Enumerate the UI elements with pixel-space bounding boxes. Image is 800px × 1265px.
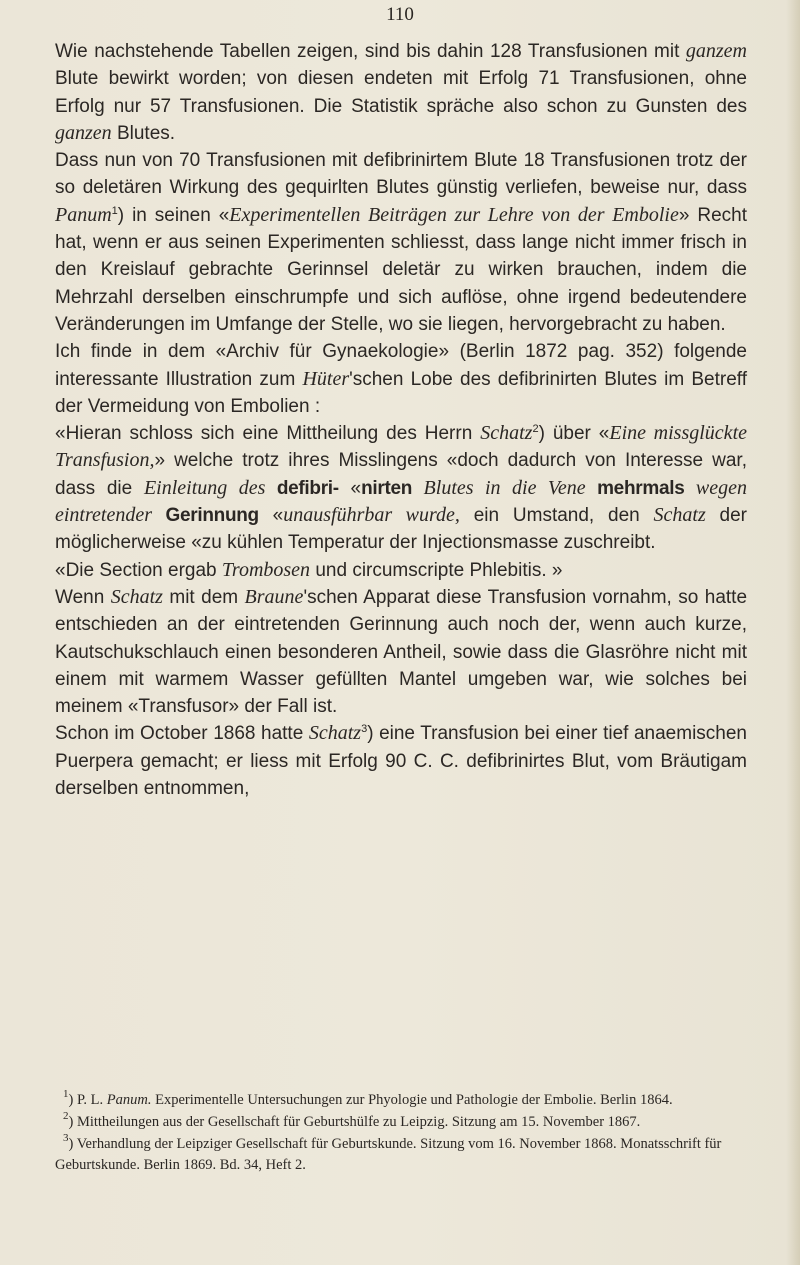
emphasis: Einleitung des (143, 476, 266, 499)
paragraph-2: Dass nun von 70 Transfusionen mit defibrinirtem Blute 18 Transfusionen trotz der so deletären Wirkung des gequirlten Blutes günstig verliefen, beweise nur, dass Panum$^1$) in seinen «Experimentellen Beiträgen zur Lehre von der Embolie» Recht hat, wenn er aus seinen Experimenten schliesst, dass lange nicht immer frisch in den Kreislauf gebrachte Gerinnsel deletär zu wirken brauchen, indem die Mehrzahl derselben einschrumpfe und sich auflöse, ohne irgend bedeutendere Veränderungen im Umfange der Stelle, wo sie liegen, hervorgebracht zu haben. (55, 150, 747, 335)
author-name: Schatz (110, 585, 163, 608)
emphasis: Eine missglückte Transfusion, (55, 422, 747, 472)
bold-text: mehrmals (585, 477, 685, 499)
page-number: 110 (386, 4, 414, 25)
footnote-number: 1 (63, 1088, 69, 1100)
emphasis: ganzen (55, 121, 112, 144)
paragraph-1: Wie nachstehende Tabellen zeigen, sind bis dahin 128 Transfusionen mit ganzem Blute bewirkt worden; von diesen endeten mit Erfolg 71 Transfusionen, ohne Erfolg nur 57 Transfusionen. Die Statistik spräche also schon zu Gunsten des ganzen Blutes. (55, 40, 747, 144)
emphasis: wegen eintretender (55, 476, 748, 527)
author-name: Panum (55, 203, 112, 226)
emphasis: ganzem (685, 40, 747, 62)
emphasis: unausführbar wurde, (283, 504, 460, 527)
footnote-3: $^3$) Verhandlung der Leipziger Gesellschaft für Geburtskunde. Sitzung vom 16. November 1868. Monatsschrift für Geburtskunde. Berlin 1869. Bd. 34, Heft 2. (55, 1132, 722, 1173)
paragraph-6: Wenn Schatz mit dem Braune'schen Apparat diese Transfusion vornahm, so hatte entschieden an der eintretenden Gerinnung auch noch der, wenn auch kurze, Kautschukschlauch einen besonderen Antheil, sowie dass die Glasröhre nicht mit einem mit warmem Wasser gefüllten Mantel umgeben war, wie solches bei meinem «Transfusor» der Fall ist. (55, 585, 748, 718)
emphasis: Trombosen (221, 558, 311, 581)
quote-paragraph: «Hieran schloss sich eine Mittheilung des Herrn Schatz$^2$) über «Eine missglückte Transfusion,» welche trotz ihres Misslingens «doch dadurch von Interesse war, dass die Einleitung des defibri- «nirten Blutes in die Vene mehrmals wegen eintretender Gerinnung «unausführbar wurde, ein Umstand, den Schatz der möglicherweise «zu kühlen Temperatur der Injectionsmasse zuschreibt. (55, 422, 748, 554)
footnote-number: 2 (63, 1110, 69, 1122)
footnotes (55, 1090, 747, 1177)
bold-text: defibri- (265, 477, 339, 499)
footnote-1: $^1$) P. L. Panum. Experimentelle Untersuchungen zur Phyologie und Pathologie der Embolie. Berlin 1864. (63, 1088, 673, 1108)
bold-text: nirten (361, 477, 413, 499)
author-name: Schatz (308, 722, 362, 745)
author-name: Schatz (480, 422, 533, 445)
work-title: Experimentellen Beiträgen zur Lehre von der Embolie (229, 203, 679, 226)
page-edge-shadow (786, 0, 800, 1265)
author-name: Schatz (653, 504, 706, 527)
footnote-mark[interactable]: 3 (361, 723, 368, 736)
body-text (55, 38, 747, 802)
footnote-2: $^2$) Mittheilungen aus der Gesellschaft für Geburtshülfe zu Leipzig. Sitzung am 15. November 1867. (63, 1110, 641, 1130)
bold-text: Gerinnung (152, 505, 259, 527)
author-name: Panum. (106, 1092, 152, 1108)
emphasis: Blutes in die Vene (412, 476, 586, 499)
author-name: Braune (244, 585, 304, 608)
quote-paragraph: «Die Section ergab Trombosen und circumscripte Phlebitis. » (55, 558, 563, 581)
footnote-number: 3 (63, 1132, 69, 1144)
paragraph-3: Ich finde in dem «Archiv für Gynaekologie» (Berlin 1872 pag. 352) folgende interessante Illustration zum Hüter'schen Lobe des defibrinirten Blutes im Betreff der Vermeidung von Embolien : (55, 341, 747, 417)
footnote-mark[interactable]: 1 (111, 204, 118, 217)
author-name: Hüter (302, 367, 350, 390)
footnote-mark[interactable]: 2 (532, 423, 539, 436)
paragraph-7: Schon im October 1868 hatte Schatz$^3$) eine Transfusion bei einer tief anaemischen Puerpera gemacht; er liess mit Erfolg 90 C. C. defibrinirtes Blut, vom Bräutigam derselben entnommen, (55, 722, 747, 800)
